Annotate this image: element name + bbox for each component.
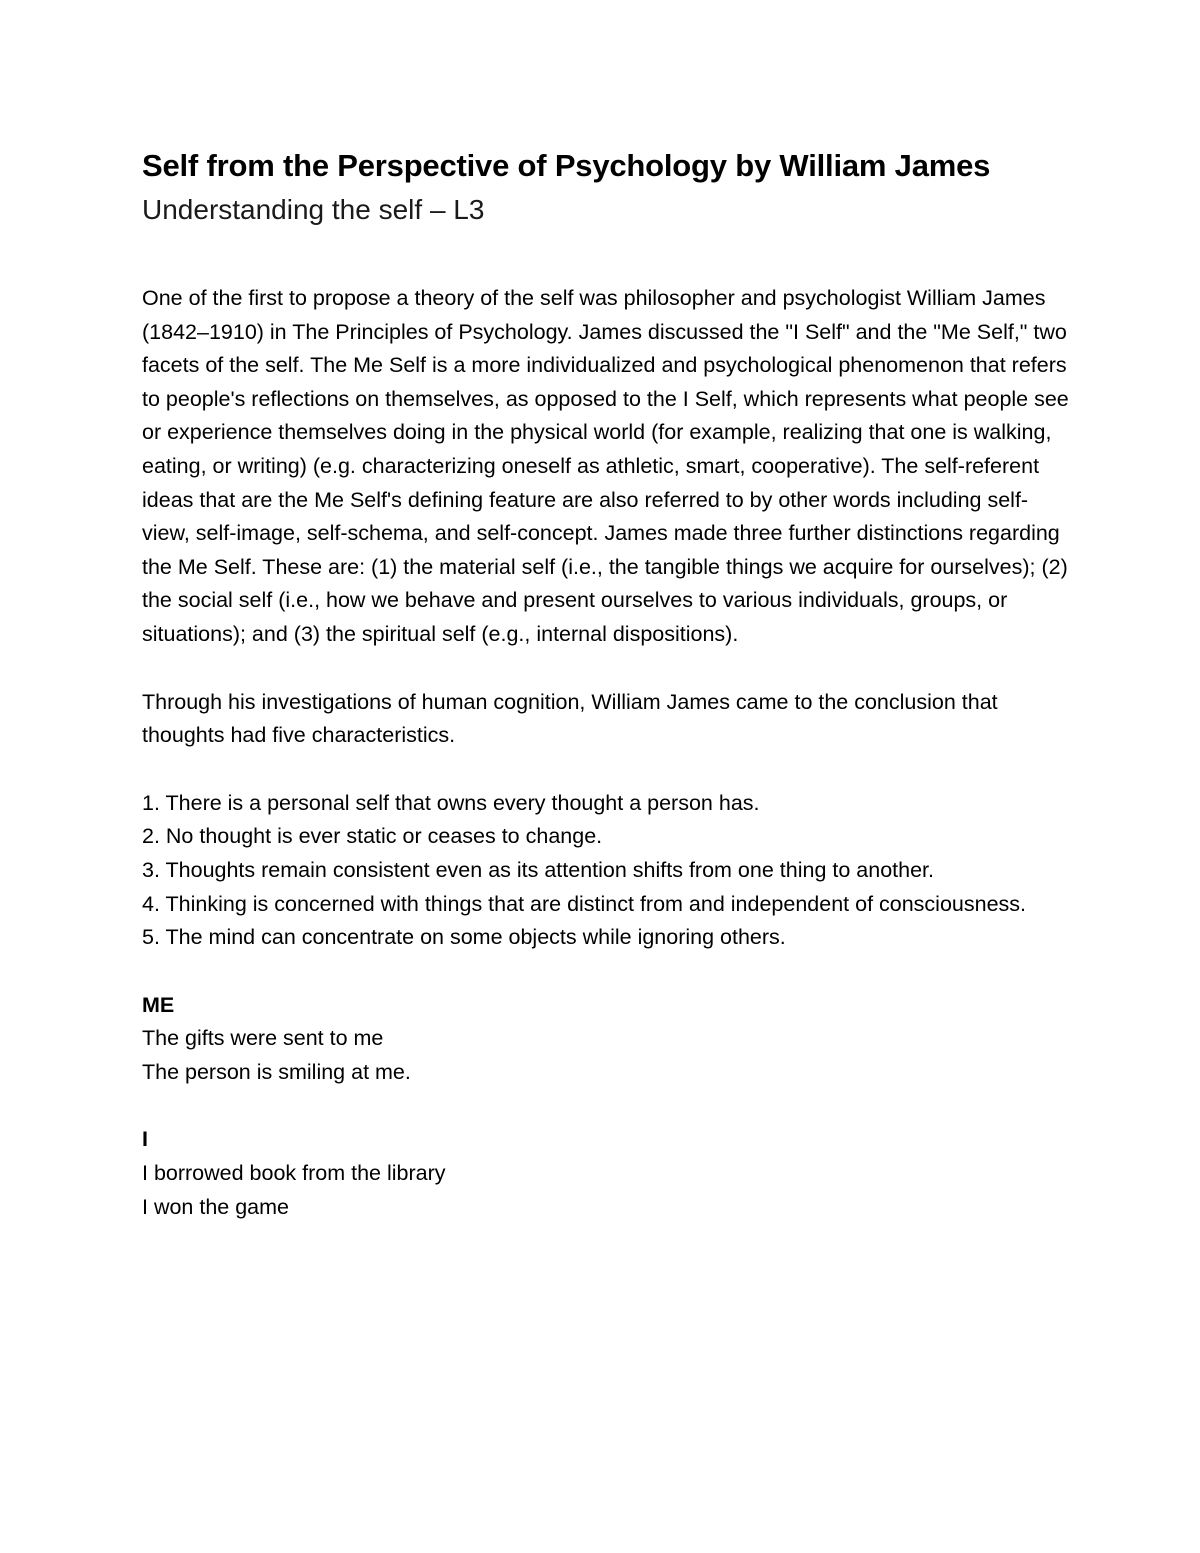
- me-example-line: The person is smiling at me.: [142, 1059, 411, 1084]
- document-page: [142, 146, 1072, 1224]
- list-item: 4. Thinking is concerned with things that are distinct from and independent of consciousness.: [142, 891, 1027, 916]
- me-section-heading: ME: [142, 992, 175, 1017]
- cognition-paragraph: Through his investigations of human cognition, William James came to the conclusion that thoughts had five characteristics.: [142, 689, 998, 748]
- intro-paragraph: One of the first to propose a theory of the self was philosopher and psychologist William James (1842–1910) in The Principles of Psychology. James discussed the "I Self" and the "Me Self," two facets of the self. The Me Self is a more individualized and psychological phenomenon that refers to people's reflections on themselves, as opposed to the I Self, which represents what people see or experience themselves doing in the physical world (for example, realizing that one is walking, eating, or writing) (e.g. characterizing oneself as athletic, smart, cooperative). The self-referent ideas that are the Me Self's defining feature are also referred to by other words including self-view, self-image, self-schema, and self-concept. James made three further distinctions regarding the Me Self. These are: (1) the material self (i.e., the tangible things we acquire for ourselves); (2) the social self (i.e., how we behave and present ourselves to various individuals, groups, or situations); and (3) the spiritual self (e.g., internal dispositions).: [142, 286, 1069, 646]
- i-example-line: I borrowed book from the library: [142, 1161, 446, 1186]
- characteristics-list: [142, 787, 1072, 955]
- list-item: 3. Thoughts remain consistent even as its attention shifts from one thing to another.: [142, 857, 934, 882]
- i-section-heading: I: [142, 1127, 148, 1152]
- me-example-line: The gifts were sent to me: [142, 1026, 384, 1051]
- i-example-line: I won the game: [142, 1194, 290, 1219]
- list-item: 5. The mind can concentrate on some objects while ignoring others.: [142, 925, 786, 950]
- document-subtitle: Understanding the self – L3: [142, 194, 485, 225]
- list-item: 1. There is a personal self that owns every thought a person has.: [142, 790, 760, 815]
- document-title: Self from the Perspective of Psychology by William James: [142, 148, 991, 183]
- list-item: 2. No thought is ever static or ceases to change.: [142, 824, 603, 849]
